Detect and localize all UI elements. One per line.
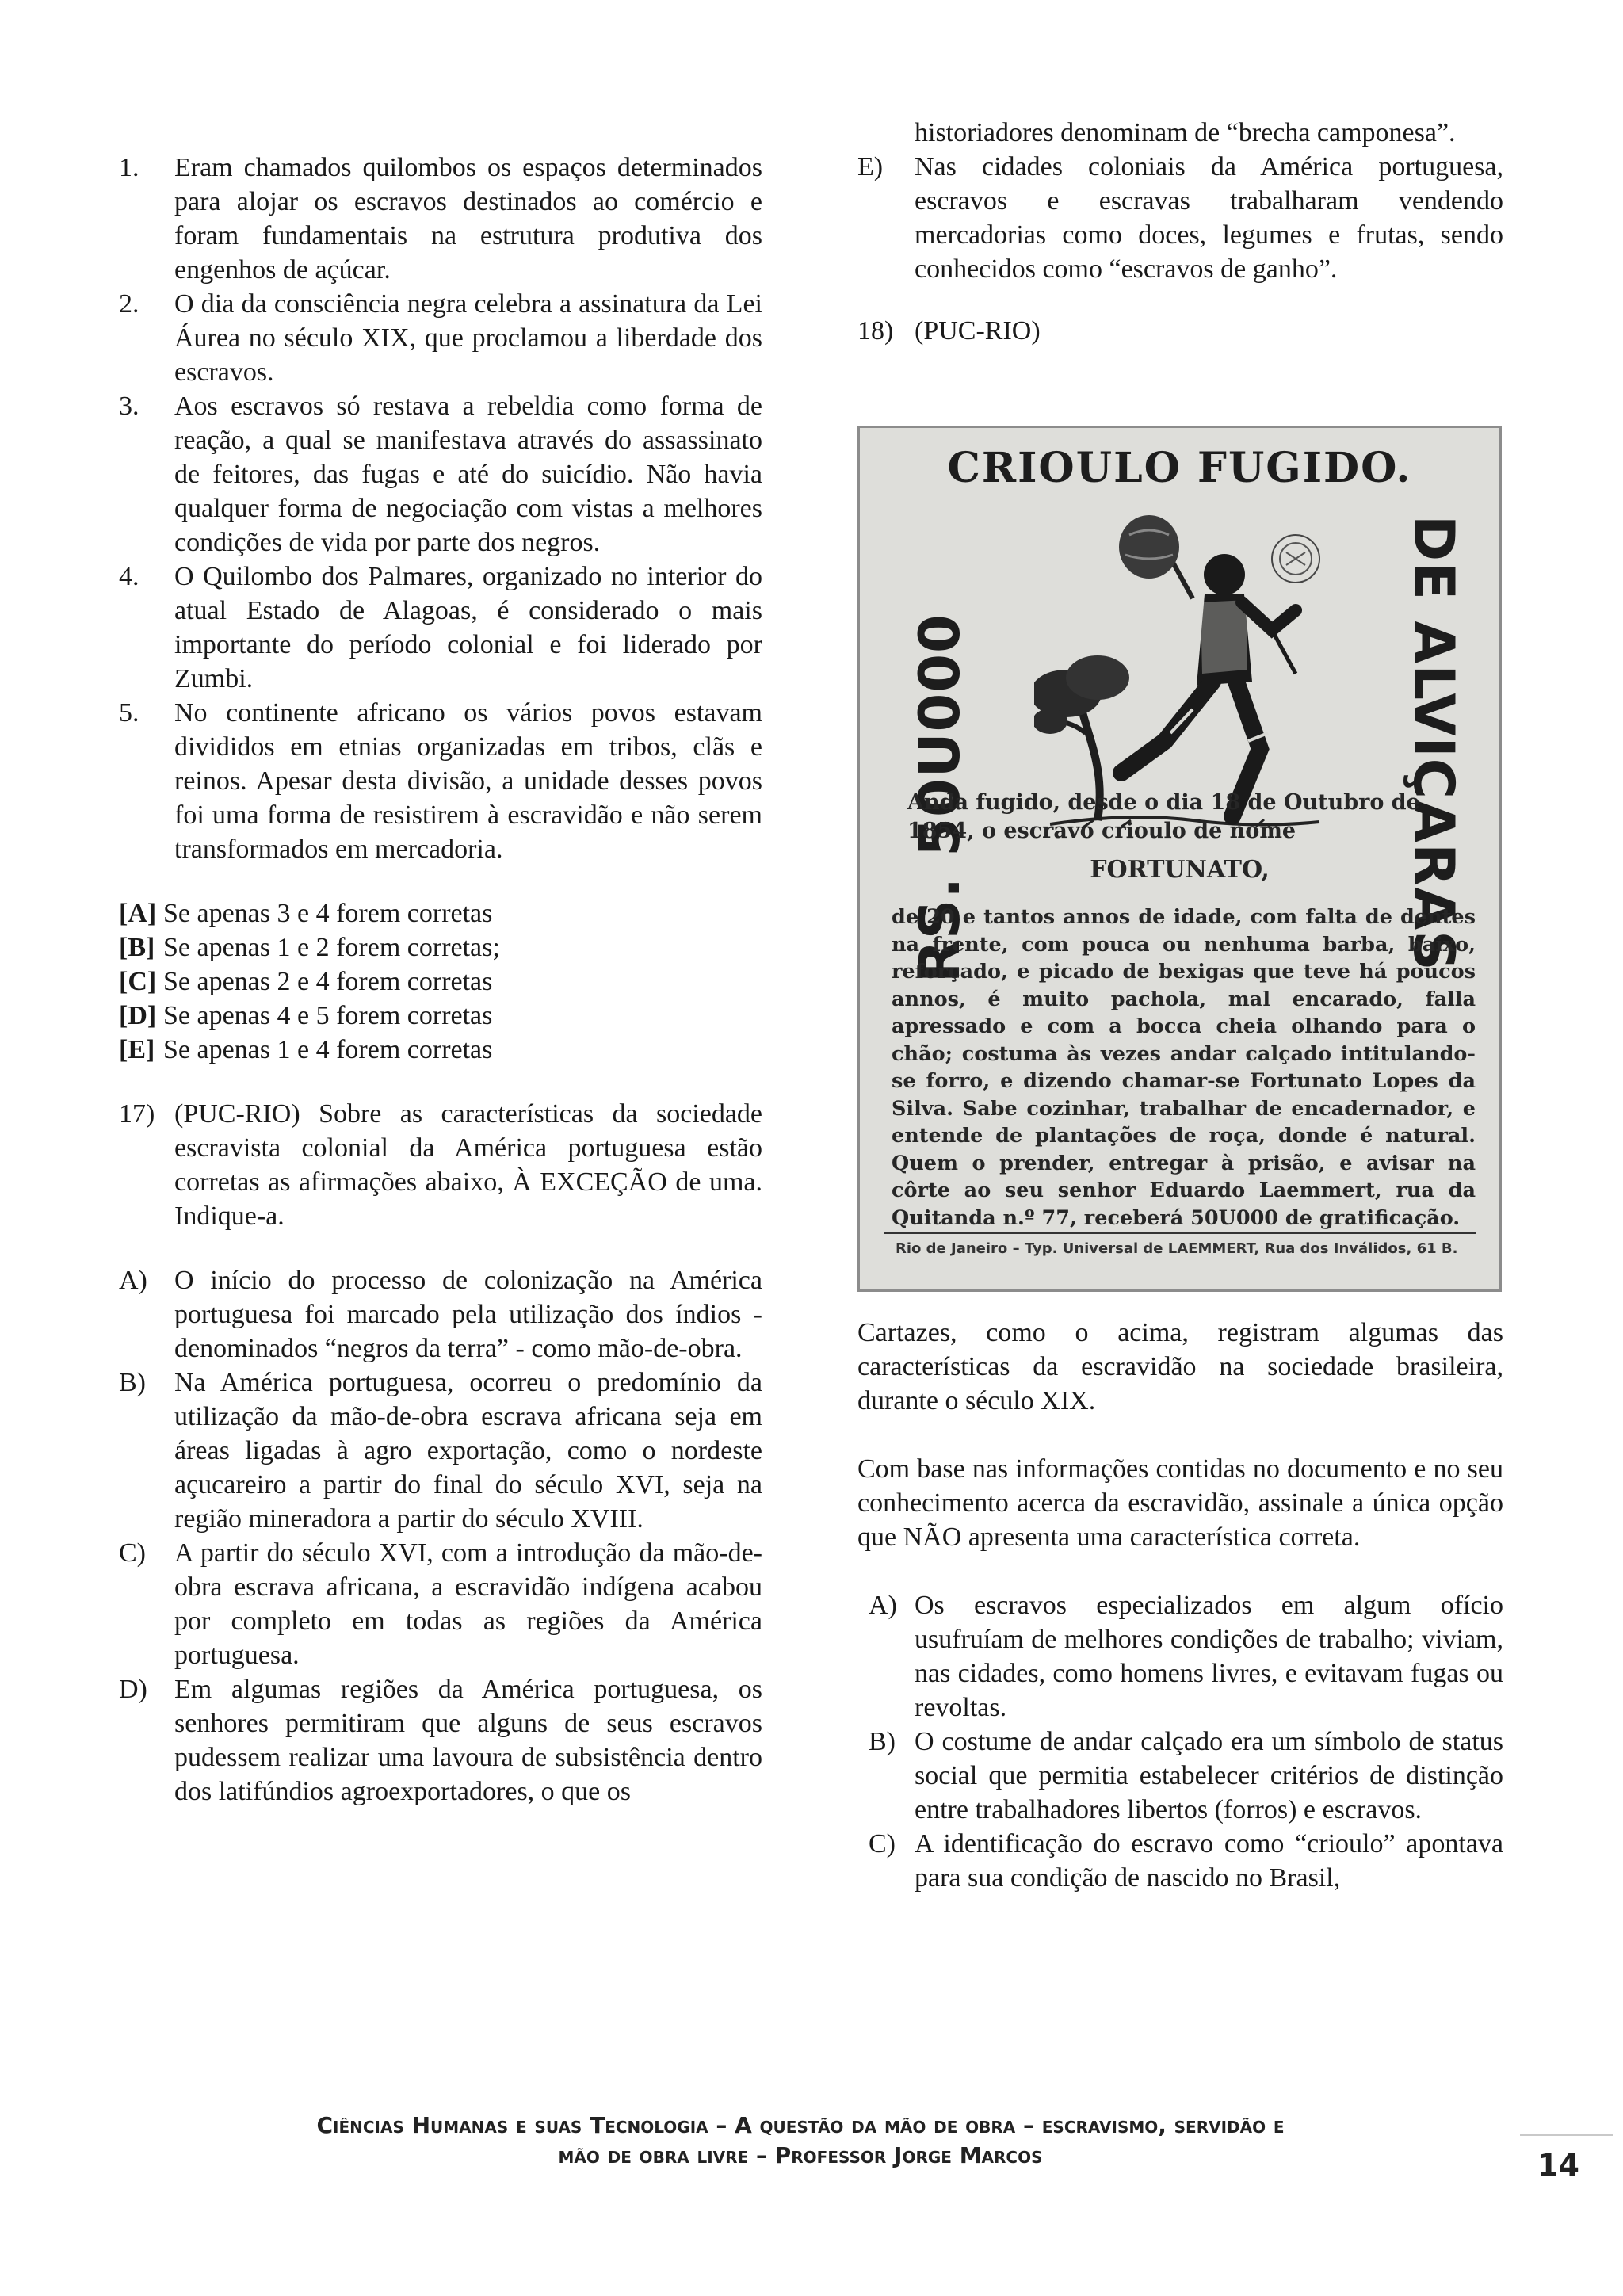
page-number: 14: [1537, 2148, 1579, 2183]
runaway-slave-poster: [857, 426, 1502, 1292]
poster-printer-line: Rio de Janeiro – Typ. Universal de LAEMMERT, Rua dos Inválidos, 61 B.: [896, 1240, 1458, 1257]
question-text: (PUC-RIO) Sobre as características da sociedade escravista colonial da América portuguesa estão corretas as afirmações abaixo, À EXCEÇÃO de uma. Indique-a.: [174, 1099, 762, 1231]
alternative-text: Na América portuguesa, ocorreu o predomínio da utilização da mão-de-obra escrava africana seja em áreas ligadas à agro exportação, como o nordeste açucareiro a partir do final do século XVI, seja na região mineradora a partir do século XVIII.: [174, 1368, 762, 1534]
alternative-label: E): [857, 152, 884, 181]
alternative-label: C): [869, 1829, 896, 1859]
option-label: [C]: [119, 967, 157, 996]
answer-option[interactable]: [119, 930, 762, 965]
alternative-item[interactable]: [857, 1725, 1503, 1827]
alternative-item[interactable]: [119, 1672, 762, 1809]
statement-item: [119, 560, 762, 696]
answer-option[interactable]: [119, 896, 762, 930]
answer-option[interactable]: [119, 965, 762, 999]
poster-title: CRIOULO FUGIDO.: [947, 444, 1412, 492]
alternative-item[interactable]: [857, 1827, 1503, 1895]
option-text: Se apenas 4 e 5 forem corretas: [163, 1001, 493, 1030]
statement-text: No continente africano os vários povos estavam divididos em etnias organizadas em tribos, clãs e reinos. Apesar desta divisão, a unidade desses povos foi uma forma de resistirem à escravidão e não serem transformados em mercadoria.: [174, 698, 762, 864]
statement-text: Eram chamados quilombos os espaços determinados para alojar os escravos destinados ao comércio e foram fundamentais na estrutura produtiva dos engenhos de açúcar.: [174, 153, 762, 285]
alternative-label: A): [119, 1266, 147, 1295]
alternative-item[interactable]: [857, 150, 1503, 286]
poster-reward-amount: RS. 50U000: [907, 613, 972, 983]
page-number-rule: [1520, 2134, 1613, 2136]
statement-number: 3.: [119, 392, 139, 421]
left-column: [119, 151, 762, 1809]
alternative-text: O costume de andar calçado era um símbolo de status social que permitia estabelecer critérios de distinção entre trabalhadores libertos (forros) e escravos.: [915, 1727, 1503, 1824]
question-number: 18): [857, 316, 894, 346]
statement-item: [119, 389, 762, 560]
alternative-item[interactable]: [119, 1263, 762, 1366]
alternative-text: O início do processo de colonização na América portuguesa foi marcado pela utilização dos índios - denominados “negros da terra” - como mão-de-obra.: [174, 1266, 762, 1363]
answer-option[interactable]: [119, 1033, 762, 1067]
poster-slave-name: FORTUNATO,: [1090, 856, 1270, 884]
statement-item: [119, 287, 762, 389]
alternative-item[interactable]: [119, 1366, 762, 1536]
statement-number: 5.: [119, 698, 139, 728]
question-text: (PUC-RIO): [915, 316, 1041, 346]
statement-number: 4.: [119, 562, 139, 591]
statement-item: [119, 696, 762, 866]
alternative-item[interactable]: [119, 1536, 762, 1672]
footer-line-2: [119, 2141, 1482, 2171]
poster-intro: Anda fugido, desde o dia 18 de Outubro de 1854, o escravo crioulo de nome: [907, 790, 1420, 843]
answer-options: [119, 896, 762, 1067]
alternative-label: C): [119, 1538, 146, 1568]
option-label: [B]: [119, 933, 155, 962]
alternative-label: D): [119, 1675, 147, 1704]
option-text: Se apenas 1 e 2 forem corretas;: [163, 933, 500, 962]
option-label: [E]: [119, 1035, 155, 1064]
statement-number: 2.: [119, 289, 139, 319]
question-18-alternatives: [857, 1588, 1503, 1895]
alternative-label: B): [119, 1368, 146, 1397]
right-column-bottom: [857, 1316, 1503, 1895]
poster-context-paragraph: Cartazes, como o acima, registram algumas das características da escravidão na sociedade brasileira, durante o século XIX.: [857, 1318, 1503, 1415]
question-17-alternatives: [119, 1263, 762, 1809]
right-column-top: [857, 116, 1503, 348]
option-text: Se apenas 2 e 4 forem corretas: [163, 967, 493, 996]
poster-reward-label: DE ALVIÇARAS: [1401, 515, 1466, 972]
alternative-item[interactable]: [857, 1588, 1503, 1725]
statement-text: O dia da consciência negra celebra a assinatura da Lei Áurea no século XIX, que proclamou a liberdade dos escravos.: [174, 289, 762, 387]
alternative-label: A): [869, 1591, 897, 1620]
alternative-text: A partir do século XVI, com a introdução da mão-de-obra escrava africana, a escravidão indígena acabou por completo em todas as regiões da América portuguesa.: [174, 1538, 762, 1670]
statements-list: [119, 151, 762, 866]
footer-line-1: Ciências Humanas e suas Tecnologia – A questão da mão de obra – escravismo, servidão e: [316, 2112, 1285, 2138]
alternative-text: Os escravos especializados em algum ofício usufruíam de melhores condições de trabalho; viviam, nas cidades, como homens livres, e evitavam fugas ou revoltas.: [915, 1591, 1503, 1722]
poster-description: de 20 e tantos annos de idade, com falta de dentes na frente, com pouca ou nenhuma barba, baixo, reforçado, e picado de bexigas que teve há poucos annos, é muito pachola, mal encarado, falla apressado e com a bocca cheia olhando para o chão; costuma às vezes andar calçado intitulando-se forro, e dizendo chamar-se Fortunato Lopes da Silva. Sabe cozinhar, trabalhar de encadernador, e entende de plantações de roça, donde é natural. Quem o prender, entregar à prisão, e avisar na côrte ao seu senhor Eduardo Laemmert, rua da Quitanda n.º 77, receberá 50U000 de gratificação.: [892, 905, 1476, 1230]
alternative-label: B): [869, 1727, 896, 1756]
question-18: [857, 314, 1503, 348]
footer-subject: mão de obra livre –: [558, 2142, 775, 2168]
poster-divider: [884, 1232, 1476, 1234]
answer-option[interactable]: [119, 999, 762, 1033]
statement-text: Aos escravos só restava a rebeldia como forma de reação, a qual se manifestava através do assassinato de feitores, das fugas e até do suicídio. Não havia qualquer forma de negociação com vistas a melhores condições de vida por parte dos negros.: [174, 392, 762, 557]
alternative-text: Nas cidades coloniais da América portuguesa, escravos e escravas trabalharam vendendo mercadorias como doces, legumes e frutas, sendo conhecidos como “escravos de ganho”.: [915, 152, 1503, 284]
question-number: 17): [119, 1099, 155, 1129]
option-text: Se apenas 3 e 4 forem corretas: [163, 899, 493, 928]
statement-item: [119, 151, 762, 287]
option-label: [D]: [119, 1001, 157, 1030]
alternative-text: A identificação do escravo como “crioulo” apontava para sua condição de nascido no Brasil,: [915, 1829, 1503, 1893]
option-label: [A]: [119, 899, 157, 928]
question-18-prompt: Com base nas informações contidas no documento e no seu conhecimento acerca da escravidão, assinale a única opção que NÃO apresenta uma característica correta.: [857, 1454, 1503, 1552]
statement-text: O Quilombo dos Palmares, organizado no interior do atual Estado de Alagoas, é considerado o mais importante do período colonial e foi liderado por Zumbi.: [174, 562, 762, 693]
option-text: Se apenas 1 e 4 forem corretas: [163, 1035, 493, 1064]
page-footer: [119, 2111, 1482, 2171]
alternative-text: Em algumas regiões da América portuguesa, os senhores permitiram que alguns de seus escravos pudessem realizar uma lavoura de subsistência dentro dos latifúndios agroexportadores, o que os: [174, 1675, 762, 1806]
statement-number: 1.: [119, 153, 139, 182]
question-17: [119, 1097, 762, 1233]
alternative-d-continuation: historiadores denominam de “brecha camponesa”.: [915, 118, 1456, 147]
footer-author: Professor Jorge Marcos: [774, 2142, 1043, 2168]
